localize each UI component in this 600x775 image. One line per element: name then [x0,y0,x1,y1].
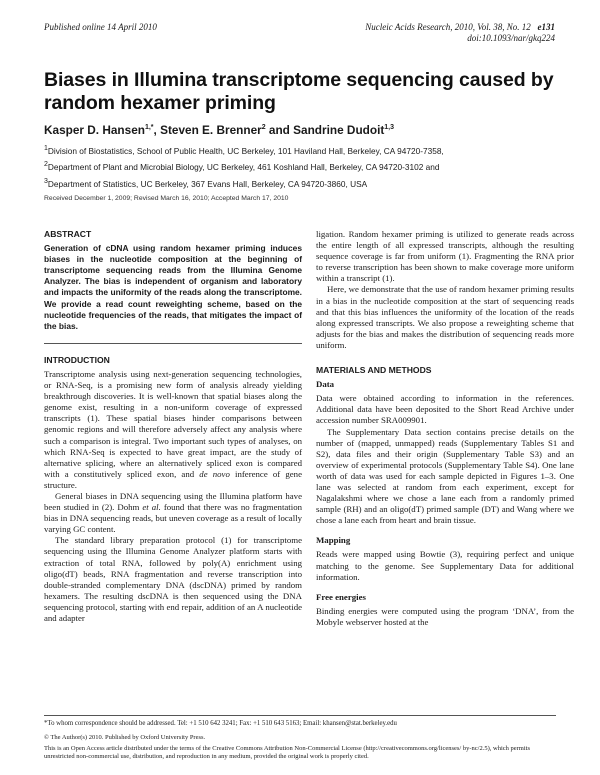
copyright-notice [44,734,556,762]
author-list: Kasper D. Hansen$^{1,*}$, Steven E. Brenner$^2$ and Sandrine Dudoit$^{1,3}$ [44,122,395,137]
doi: doi:10.1093/nar/gkq224 [467,33,555,43]
copyright-line: © The Author(s) 2010. Published by Oxford University Press. [44,734,206,741]
author-3-affil: 1,3 [384,124,395,131]
intro-paragraph-2: General biases in DNA sequencing using the Illumina platform have been studied in (2). Dohm et al. found that there was no fragmentation bias in DNA sequencing reads, but uneven coverage as a result of locally varying GC content. [44,490,302,535]
article-number: e131 [537,22,555,32]
journal-citation: Nucleic Acids Research, 2010, Vol. 38, No. 12 [365,22,531,32]
left-column [44,229,302,624]
introduction-heading: INTRODUCTION [44,354,110,365]
author-2: Steven E. Brenner [160,122,262,137]
intro-paragraph-3: The standard library preparation protocol (1) for transcriptome sequencing using the Illumina Genome Analyzer platform starts with extraction of total RNA, followed by poly(A) enrichment using oligo(dT) beads, RNA fragmentation and reverse transcription into double-stranded complementary DNA (dscDNA) primed by random hexamers. The resulting dscDNA is then sequenced using the DNA sequencing protocol, starting with end repair, addition of an A nucleotide and adapter [44,535,302,623]
author-3: Sandrine Dudoit [293,122,385,137]
footnote-divider [44,715,556,716]
paper-title: Biases in Illumina transcriptome sequencing caused by random hexamer priming [44,69,554,114]
affiliation-2: $^2$Department of Plant and Microbial Biology, UC Berkeley, 461 Koshland Hall, Berkeley, CA 94720-3102 and [44,161,440,173]
data-paragraph-1: Data were obtained according to information in the references. Additional data have been deposited to the Short Read Archive under accession number SRA009901. [316,393,574,426]
affiliation-3: $^3$Department of Statistics, UC Berkeley, 367 Evans Hall, Berkeley, CA 94720-3860, USA [44,177,368,189]
methods-heading: MATERIALS AND METHODS [316,365,432,376]
intro-paragraph-4: ligation. Random hexamer priming is utilized to generate reads across the entire length of all expressed transcripts, although the resulting sequence coverage is far from uniform (1). Fragmenting the RNA prior to reverse transcription has been shown to make coverage more uniform within a transcript (1). [316,229,574,284]
data-paragraph-2: The Supplementary Data section contains precise details on the number of (mapped, unmapped) reads (Supplementary Tables S1 and S2), data files and their origin (Supplementary Table S3) and an overview of experimental protocols (Supplementary Table S4). One lane worth of data was used for each sample depicted in Figures 1–3. One lane was selected at random from each experiment, except for Nagalakshmi where we chose a lane each from a randomly primed sample (RH) and an oligo(dT) primed sample (DT) and Wang where we chose a lane each from heart and brain tissue. [316,426,574,526]
abstract-text: Generation of cDNA using random hexamer priming induces biases in the nucleotide composition at the beginning of transcriptome sequencing reads from the Illumina Genome Analyzer. The bias is independent of organism and laboratory and impacts the uniformity of the reads along the transcriptome. We provide a read count reweighting scheme, based on the nucleotide frequencies of the reads, that mitigates the impact of the bias. [44,243,302,331]
affiliation-1: $^1$Division of Biostatistics, School of Public Health, UC Berkeley, 101 Haviland Hall, Berkeley, CA 94720-7358, [44,145,444,156]
mapping-paragraph: Reads were mapped using Bowtie (3), requiring perfect and unique matching to the genome. See Supplementary Data for additional information. [316,549,574,582]
mapping-subheading: Mapping [316,535,351,546]
correspondence-footnote: *To whom correspondence should be addressed. Tel: +1 510 642 3241; Fax: +1 510 643 5163; Email: khansen@stat.berkeley.edu [44,720,397,727]
affiliations [44,142,564,191]
author-and: and [268,122,290,137]
intro-paragraph-5: Here, we demonstrate that the use of random hexamer priming results in a bias in the nucleotide composition at the start of sequencing reads and that this bias influences the uniformity of the location of the reads along expressed transcripts. We also propose a reweighting scheme that adjusts for the bias and makes the distribution of sequencing reads more uniform. [316,284,574,350]
author-1: Kasper D. Hansen [44,122,145,137]
license-text: This is an Open Access article distributed under the terms of the Creative Commons Attribution Non-Commercial License (http://creativecommons.org/licenses/ by-nc/2.5), which permits unrestricted non-commercial use, distribution, and reproduction in any medium, provided the original work is properly cited. [44,744,531,761]
free-energies-paragraph: Binding energies were computed using the program ‘DNA’, from the Mobyle webserver hosted at the [316,605,574,627]
data-subheading: Data [316,379,335,390]
right-column [316,229,574,628]
received-dates: Received December 1, 2009; Revised March 16, 2010; Accepted March 17, 2010 [44,195,289,202]
free-energies-subheading: Free energies [316,591,366,602]
abstract-divider [44,343,302,344]
author-1-affil: 1,* [144,124,154,131]
abstract-heading: ABSTRACT [44,229,92,239]
intro-paragraph-1: Transcriptome analysis using next-generation sequencing technologies, or RNA-Seq, is a promising new form of analysis already yielding breakthrough discoveries. It is well-known that spatial biases along the genome exist, resulting in a non-uniform coverage of expressed transcripts (1). These spatial biases hinder comparisons between genomic regions and will therefore adversely affect any analysis where such a comparison is integral. Two important such types of analyses, on which RNA-Seq is expected to have great impact, are the study of alternative splicing, where an alternatively spliced exon is compared with a constitutively spliced exon, and de novo inference of gene structure. [44,368,302,490]
author-2-affil: 2 [261,124,266,131]
journal-header [365,22,555,44]
published-date: Published online 14 April 2010 [44,22,157,32]
